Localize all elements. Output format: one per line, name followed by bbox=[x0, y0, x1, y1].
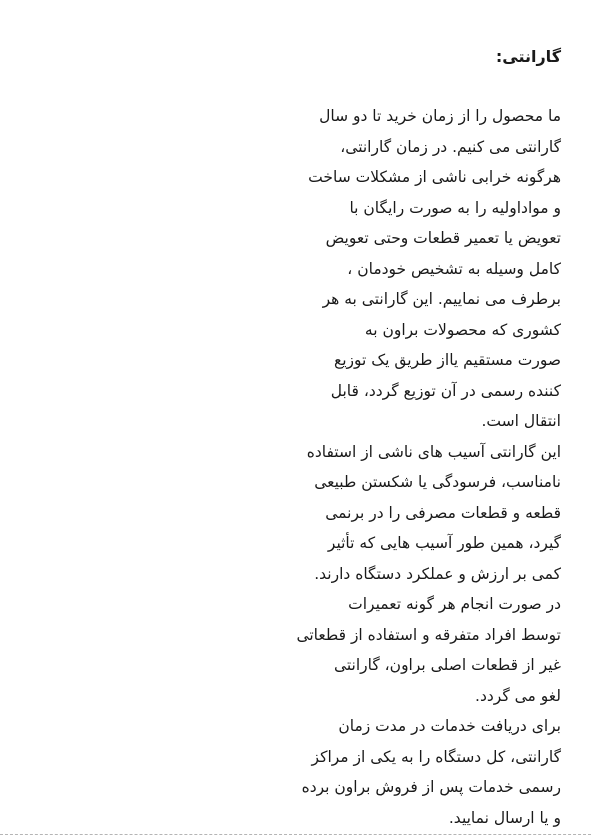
body-line: غیر از قطعات اصلی براون، گارانتی bbox=[333, 656, 561, 674]
body-line: گیرد، همین طور آسیب هایی که تأثیر bbox=[327, 534, 561, 552]
body-line: ما محصول را از زمان خرید تا دو سال bbox=[319, 107, 561, 125]
body-line: توسط افراد متفرقه و استفاده از قطعاتی bbox=[296, 625, 561, 644]
body-line: و مواداولیه را به صورت رایگان با bbox=[349, 198, 561, 217]
body-line: کننده رسمی در آن توزیع گردد، قابل bbox=[330, 381, 561, 400]
body-line: کشوری که محصولات براون به bbox=[364, 320, 561, 339]
body-line: گارانتی، کل دستگاه را به یکی از مراکز bbox=[311, 747, 561, 766]
body-line: برای دریافت خدمات در مدت زمان bbox=[338, 717, 561, 735]
body-line: انتقال است. bbox=[481, 412, 561, 430]
body-line: برطرف می نماییم. این گارانتی به هر bbox=[322, 290, 561, 308]
body-line: تعویض یا تعمیر قطعات وحتی تعویض bbox=[325, 229, 561, 247]
document-title: گارانتی: bbox=[495, 47, 561, 66]
body-line: کامل وسیله به تشخیص خودمان ، bbox=[347, 259, 561, 278]
body-line: این گارانتی آسیب های ناشی از استفاده bbox=[306, 442, 561, 461]
body-line: رسمی خدمات پس از فروش براون برده bbox=[301, 778, 561, 796]
body-line: قطعه و قطعات مصرفی را در برنمی bbox=[325, 503, 561, 522]
page-edge-divider bbox=[0, 834, 591, 835]
body-line: در صورت انجام هر گونه تعمیرات bbox=[348, 595, 561, 613]
body-line: کمی بر ارزش و عملکرد دستگاه دارند. bbox=[314, 564, 561, 583]
body-line: گارانتی می کنیم. در زمان گارانتی، bbox=[340, 137, 561, 156]
body-line: لغو می گردد. bbox=[475, 686, 561, 705]
body-line: هرگونه خرابی ناشی از مشکلات ساخت bbox=[308, 168, 561, 186]
body-line: نامناسب، فرسودگی یا شکستن طبیعی bbox=[314, 473, 561, 491]
body-line: صورت مستقیم یااز طریق یک توزیع bbox=[333, 351, 561, 369]
warranty-body bbox=[261, 101, 561, 833]
body-line: و یا ارسال نمایید. bbox=[448, 808, 561, 827]
